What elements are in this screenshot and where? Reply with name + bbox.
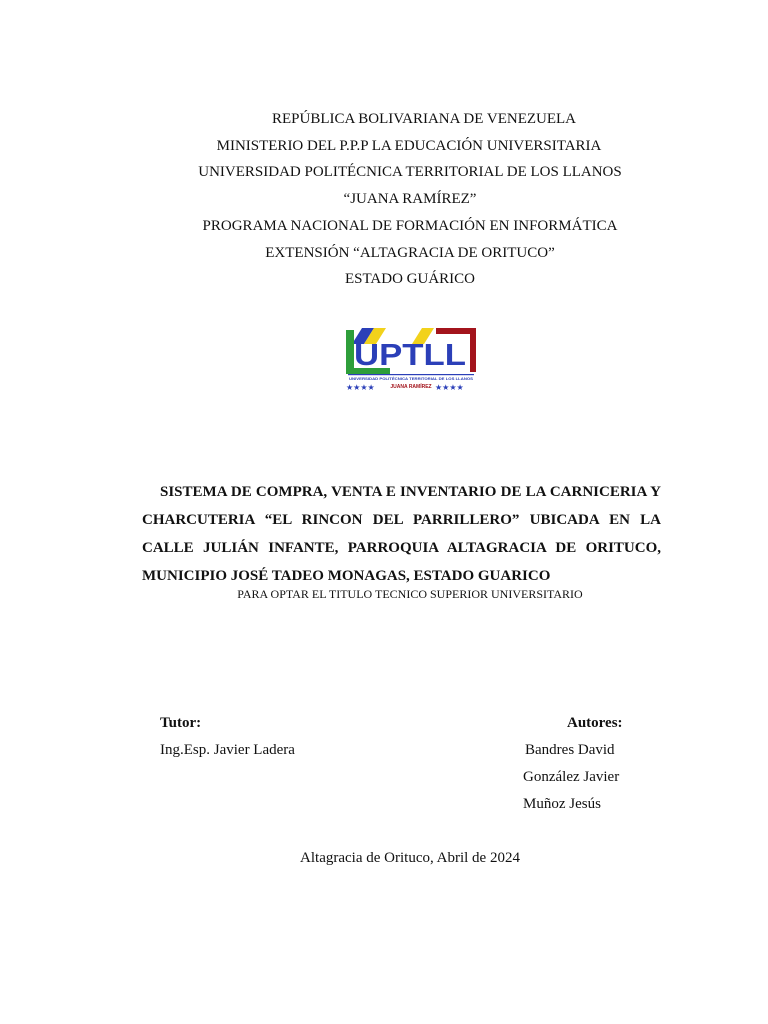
header-line-republic: REPÚBLICA BOLIVARIANA DE VENEZUELA	[271, 111, 577, 127]
author-name: Bandres David	[525, 742, 615, 758]
logo-stars-left	[346, 383, 375, 392]
svg-text:★★★★: ★★★★	[346, 383, 375, 392]
header-line-extension: EXTENSIÓN “ALTAGRACIA DE ORITUCO”	[265, 244, 555, 261]
logo-underline	[348, 374, 474, 375]
author-name: González Javier	[523, 769, 620, 785]
tutor-label: Tutor:	[160, 715, 202, 731]
place-date-text: Altagracia de Orituco, Abril de 2024	[300, 850, 520, 866]
svg-text:★★★★: ★★★★	[435, 383, 464, 392]
header-line-program: PROGRAMA NACIONAL DE FORMACIÓN EN INFORMÁTICA	[202, 217, 618, 234]
tutor-name: Ing.Esp. Javier Ladera	[160, 742, 295, 758]
author-name: Muñoz Jesús	[523, 796, 601, 812]
place-date-footer	[0, 850, 768, 867]
authors-label: Autores:	[567, 715, 623, 731]
thesis-title	[142, 478, 661, 590]
header-line-ministry: MINISTERIO DEL P.P.P LA EDUCACIÓN UNIVERSITARIA	[216, 137, 602, 154]
header-line-university-name: “JUANA RAMÍREZ”	[343, 191, 477, 208]
thesis-title-text: SISTEMA DE COMPRA, VENTA E INVENTARIO DE LA CARNICERIA Y CHARCUTERIA “EL RINCON DEL PARRILLERO” UBICADA EN LA CALLE JULIÁN INFANTE, PARROQUIA ALTAGRACIA DE ORITUCO, MUNICIPIO JOSÉ TADEO MONAGAS, ESTADO GUARICO	[142, 484, 661, 584]
logo-text: UPTLL	[354, 337, 466, 372]
header-line-university: UNIVERSIDAD POLITÉCNICA TERRITORIAL DE LOS LLANOS	[198, 164, 622, 181]
logo-subtext: UNIVERSIDAD POLITÉCNICA TERRITORIAL DE LOS LLANOS	[349, 377, 455, 381]
institution-header	[0, 106, 768, 293]
logo-tagline: JUANA RAMÍREZ	[390, 384, 432, 390]
degree-subtitle: PARA OPTAR EL TITULO TECNICO SUPERIOR UNIVERSITARIO	[237, 587, 583, 601]
header-line-state: ESTADO GUÁRICO	[344, 271, 476, 288]
logo-stars-right	[435, 383, 464, 392]
uptll-logo	[344, 326, 478, 392]
